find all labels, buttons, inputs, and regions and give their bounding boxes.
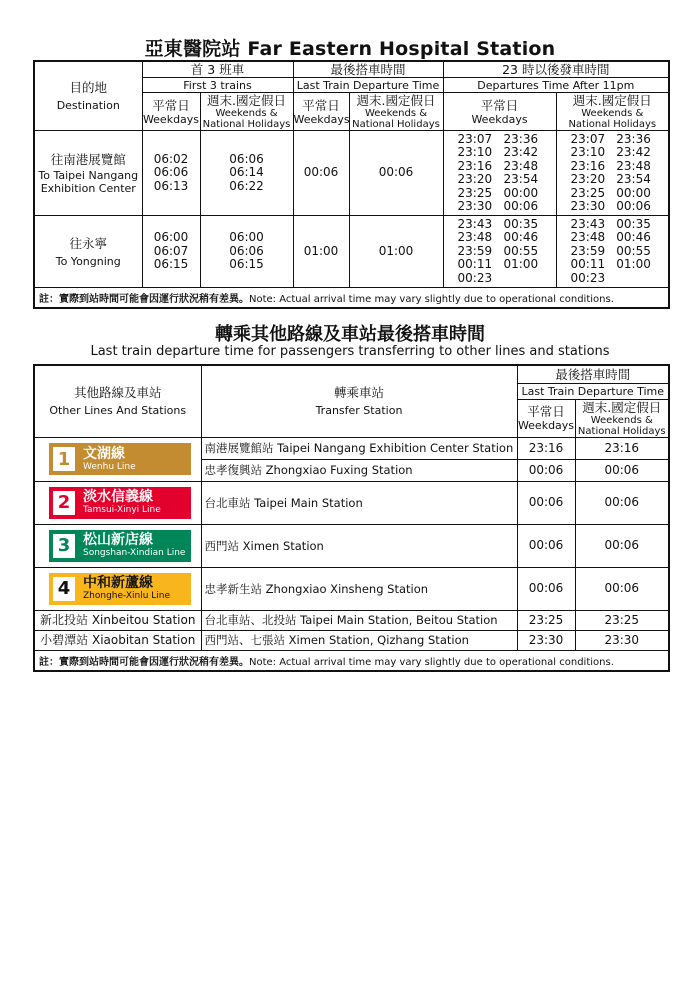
destination-cell: 往永寧 To Yongning — [34, 216, 142, 288]
first3-header-en: First 3 trains — [142, 78, 293, 93]
after-weekdays-cell: 23:43 00:35 23:48 00:46 23:59 00:55 00:11 01:00 00:23 — [443, 216, 556, 288]
last-weekends-cell: 01:00 — [349, 216, 443, 288]
after-weekdays-cell: 23:07 23:36 23:10 23:42 23:16 23:48 23:20 23:54 23:25 00:00 23:30 00:06 — [443, 131, 556, 216]
weekdays-time: 00:06 — [517, 459, 575, 481]
line-number: 3 — [53, 534, 75, 558]
weekends-time: 23:16 — [575, 437, 669, 459]
line-badge-cell — [34, 524, 201, 567]
line-badge-cell — [34, 437, 201, 481]
weekdays-time: 23:25 — [517, 610, 575, 630]
weekdays-header: 平常日 Weekdays — [142, 93, 200, 131]
weekends-time: 23:25 — [575, 610, 669, 630]
line-badge-cell — [34, 481, 201, 524]
weekdays-time: 00:06 — [517, 567, 575, 610]
line-name-en: Zhonghe-Xinlu Line — [83, 591, 171, 601]
last-header-en: Last Train Departure Time — [293, 78, 443, 93]
transfer-table — [33, 364, 670, 672]
weekdays-header: 平常日 Weekdays — [443, 93, 556, 131]
table-row — [34, 610, 669, 630]
weekdays-header: 平常日 Weekdays — [293, 93, 349, 131]
line-badge-songshan-xindian — [49, 530, 191, 562]
line-badge-cell — [34, 567, 201, 610]
table-row — [34, 630, 669, 650]
line-number: 2 — [53, 491, 75, 515]
line-name-en: Wenhu Line — [83, 461, 136, 472]
note: 註：實際到站時間可能會因運行狀況稍有差異。Note: Actual arrival time may vary slightly due to operational conditions. — [34, 288, 669, 309]
line-badge-wenhu — [49, 443, 191, 475]
after11-header-zh: 23 時以後發車時間 — [443, 61, 669, 78]
weekdays-time: 00:06 — [517, 524, 575, 567]
last-weekends-cell: 00:06 — [349, 131, 443, 216]
first-weekends-cell: 06:00 06:06 06:15 — [200, 216, 293, 288]
destination-header: 目的地 Destination — [34, 61, 142, 131]
weekends-time: 00:06 — [575, 524, 669, 567]
transfer-station: 西門站、七張站 Ximen Station, Qizhang Station — [201, 630, 517, 650]
weekends-header: 週末.國定假日 Weekends & National Holidays — [349, 93, 443, 131]
table-row — [34, 524, 669, 567]
weekends-time: 23:30 — [575, 630, 669, 650]
table-row — [34, 567, 669, 610]
line-number: 1 — [53, 447, 75, 471]
weekdays-time: 00:06 — [517, 481, 575, 524]
line-name-en: Tamsui-Xinyi Line — [83, 505, 161, 515]
timetable — [33, 60, 670, 309]
transfer-station: 台北車站、北投站 Taipei Main Station, Beitou Station — [201, 610, 517, 630]
weekdays-time: 23:30 — [517, 630, 575, 650]
last-weekdays-cell: 00:06 — [293, 131, 349, 216]
transfer-station: 台北車站 Taipei Main Station — [201, 481, 517, 524]
transfer-station: 西門站 Ximen Station — [201, 524, 517, 567]
destination-cell: 往南港展覽館 To Taipei Nangang Exhibition Center — [34, 131, 142, 216]
line-name-zh: 松山新店線 — [83, 532, 153, 548]
weekends-time: 00:06 — [575, 481, 669, 524]
line-badge-zhonghe-xinlu — [49, 573, 191, 605]
page-title: 亞東醫院站 Far Eastern Hospital Station — [144, 38, 556, 60]
after-weekends-cell: 23:07 23:36 23:10 23:42 23:16 23:48 23:20 23:54 23:25 00:00 23:30 00:06 — [556, 131, 669, 216]
transfer-title: 轉乘其他路線及車站最後搭車時間 — [215, 324, 485, 345]
weekdays-time: 23:16 — [517, 437, 575, 459]
after-weekends-cell: 23:43 00:35 23:48 00:46 23:59 00:55 00:11 01:00 00:23 — [556, 216, 669, 288]
line-badge-tamsui-xinyi — [49, 487, 191, 519]
table-row — [34, 481, 669, 524]
transfer-station: 忠孝新生站 Zhongxiao Xinsheng Station — [201, 567, 517, 610]
line-name-zh: 文湖線 — [83, 445, 125, 462]
weekends-header: 週末.國定假日 Weekends & National Holidays — [200, 93, 293, 131]
line-number: 4 — [53, 577, 75, 601]
station-header: 轉乘車站 Transfer Station — [201, 365, 517, 437]
last-header-en: Last Train Departure Time — [517, 383, 669, 399]
lines-header: 其他路線及車站 Other Lines And Stations — [34, 365, 201, 437]
transfer-subtitle: Last train departure time for passengers transferring to other lines and stations — [90, 344, 610, 359]
transfer-station: 南港展覽館站 Taipei Nangang Exhibition Center Station — [201, 437, 517, 459]
weekends-time: 00:06 — [575, 459, 669, 481]
first-weekdays-cell: 06:00 06:07 06:15 — [142, 216, 200, 288]
first3-header-zh: 首 3 班車 — [142, 61, 293, 78]
first-weekdays-cell: 06:02 06:06 06:13 — [142, 131, 200, 216]
line-station: 新北投站 Xinbeitou Station — [34, 610, 201, 630]
after11-header-en: Departures Time After 11pm — [443, 78, 669, 93]
last-header-zh: 最後搭車時間 — [517, 365, 669, 383]
last-header-zh: 最後搭車時間 — [293, 61, 443, 78]
weekends-header: 週末.國定假日 Weekends & National Holidays — [556, 93, 669, 131]
table-row — [34, 437, 669, 459]
transfer-station: 忠孝復興站 Zhongxiao Fuxing Station — [201, 459, 517, 481]
line-name-en: Songshan-Xindian Line — [83, 548, 186, 558]
line-station: 小碧潭站 Xiaobitan Station — [34, 630, 201, 650]
weekends-time: 00:06 — [575, 567, 669, 610]
table-row — [34, 216, 669, 288]
note: 註：實際到站時間可能會因運行狀況稍有差異。Note: Actual arrival time may vary slightly due to operational conditions. — [34, 650, 669, 671]
last-weekdays-cell: 01:00 — [293, 216, 349, 288]
line-name-zh: 淡水信義線 — [83, 489, 153, 505]
weekends-header: 週末.國定假日 Weekends & National Holidays — [575, 399, 669, 437]
first-weekends-cell: 06:06 06:14 06:22 — [200, 131, 293, 216]
line-name-zh: 中和新蘆線 — [83, 575, 153, 591]
table-row — [34, 131, 669, 216]
weekdays-header: 平常日 Weekdays — [517, 399, 575, 437]
